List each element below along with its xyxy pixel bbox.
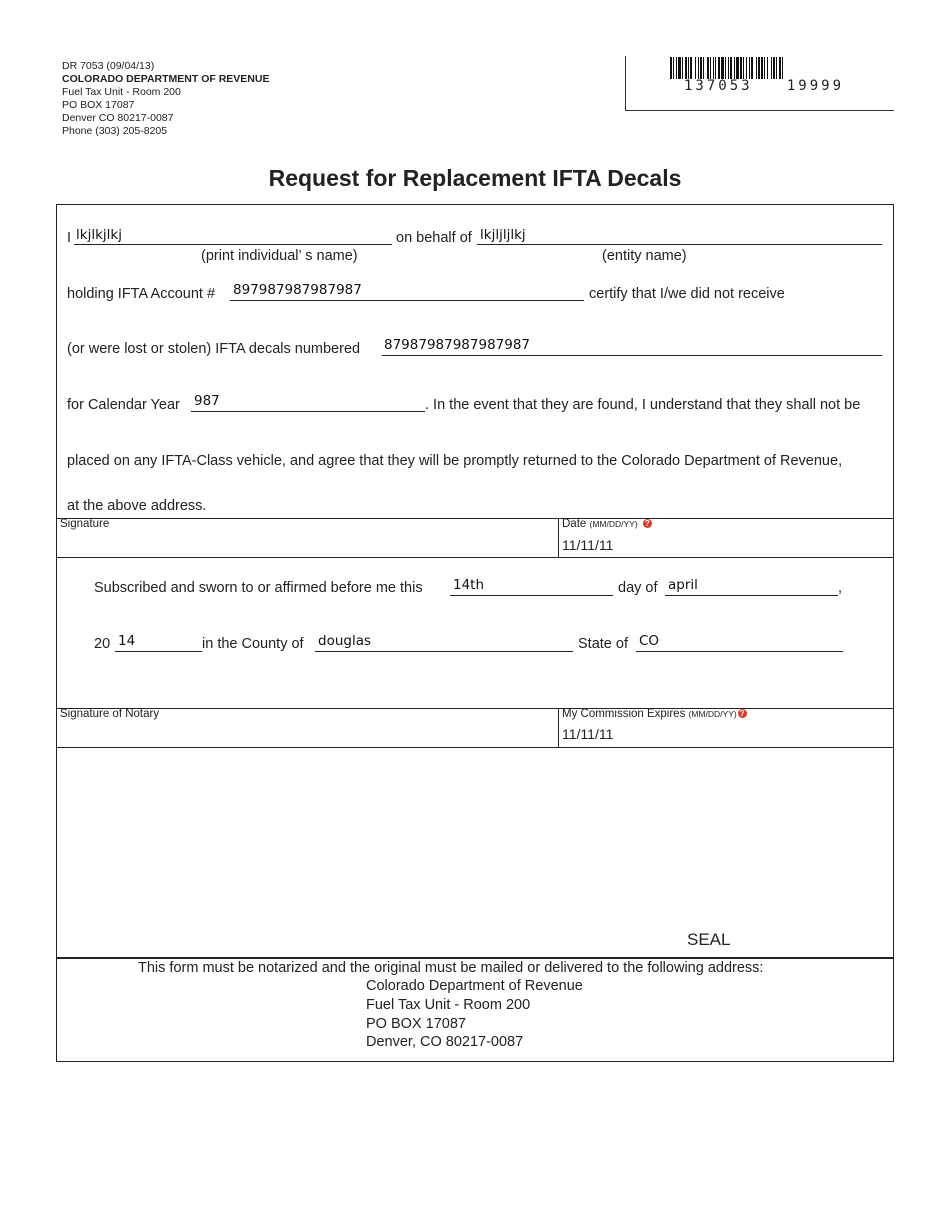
seal-label: SEAL (687, 930, 731, 949)
address-text: at the above address. (67, 498, 207, 514)
prefix-i: I (67, 230, 72, 246)
certify-text: certify that I/we did not receive (589, 286, 785, 302)
notary-signature-field[interactable] (60, 723, 554, 745)
individual-name-underline (74, 244, 392, 245)
entity-name-field[interactable]: lkjljljlkj (480, 227, 526, 243)
account-number-field[interactable]: 897987987987987 (233, 282, 362, 298)
barcode-icon (670, 57, 852, 79)
placed-text: placed on any IFTA-Class vehicle, and agree that they will be promptly returned to the Colorado Department of Revenue, (67, 453, 843, 469)
date-label-group (562, 518, 652, 530)
entity-name-caption: (entity name) (602, 248, 687, 264)
calendar-year-label: for Calendar Year (67, 397, 180, 413)
calendar-year-underline (191, 411, 425, 412)
month-field[interactable]: april (668, 577, 698, 593)
divider (558, 518, 559, 557)
commission-field[interactable]: 11/11/11 (562, 726, 614, 742)
account-underline (230, 300, 584, 301)
entity-name-underline (477, 244, 882, 245)
state-field[interactable]: CO (639, 633, 660, 649)
form-id: DR 7053 (09/04/13) (62, 60, 155, 72)
divider (57, 708, 893, 709)
commission-format: (MM/DD/YY) (688, 709, 737, 719)
state-underline (636, 651, 843, 652)
department-name: COLORADO DEPARTMENT OF REVENUE (62, 73, 270, 85)
divider (57, 557, 893, 558)
date-format: (MM/DD/YY) (589, 519, 638, 529)
department-unit: Fuel Tax Unit - Room 200 (62, 86, 181, 98)
decals-underline (382, 355, 882, 356)
divider (57, 957, 893, 959)
sworn-text: Subscribed and sworn to or affirmed before me this (94, 580, 423, 596)
account-label: holding IFTA Account # (67, 286, 216, 302)
county-label: in the County of (202, 636, 304, 652)
county-underline (315, 651, 573, 652)
individual-name-field[interactable]: lkjlkjlkj (76, 227, 122, 243)
divider (558, 708, 559, 747)
day-of-text: day of (618, 580, 658, 596)
divider (57, 747, 893, 748)
footer-address-line: Denver, CO 80217-0087 (366, 1034, 524, 1050)
comma-text: , (838, 580, 843, 596)
department-phone: Phone (303) 205-8205 (62, 125, 168, 137)
decals-number-field[interactable]: 87987987987987987 (384, 337, 531, 353)
signature-label: Signature (60, 518, 110, 530)
date-label: Date (562, 518, 587, 530)
help-icon[interactable]: ? (643, 519, 652, 528)
notary-signature-label: Signature of Notary (60, 708, 160, 720)
on-behalf-of-text: on behalf of (396, 230, 472, 246)
date-field[interactable]: 11/11/11 (562, 537, 614, 553)
day-field[interactable]: 14th (453, 577, 485, 593)
form-frame (56, 204, 894, 1062)
commission-label-group (562, 708, 747, 720)
footer-instruction: This form must be notarized and the original must be mailed or delivered to the following address: (138, 960, 764, 976)
state-label: State of (578, 636, 628, 652)
year-prefix: 20 (94, 636, 111, 652)
page-title: Request for Replacement IFTA Decals (268, 165, 682, 191)
barcode-number: 137053 19999 (684, 78, 845, 94)
footer-address-line: Colorado Department of Revenue (366, 978, 583, 994)
event-text: . In the event that they are found, I understand that they shall not be (425, 397, 861, 413)
signature-field[interactable] (60, 533, 554, 555)
department-po-box: PO BOX 17087 (62, 99, 135, 111)
month-underline (665, 595, 838, 596)
decals-label: (or were lost or stolen) IFTA decals numbered (67, 341, 361, 357)
department-city: Denver CO 80217-0087 (62, 112, 174, 124)
year-underline (115, 651, 202, 652)
divider (57, 518, 893, 519)
commission-label: My Commission Expires (562, 708, 686, 720)
year-field[interactable]: 14 (118, 633, 136, 649)
calendar-year-field[interactable]: 987 (194, 393, 220, 409)
footer-address-line: PO BOX 17087 (366, 1016, 466, 1032)
day-underline (450, 595, 613, 596)
help-icon[interactable]: ? (738, 709, 747, 718)
county-field[interactable]: douglas (318, 633, 372, 649)
footer-address-line: Fuel Tax Unit - Room 200 (366, 997, 531, 1013)
individual-name-caption: (print individual’ s name) (201, 248, 358, 264)
